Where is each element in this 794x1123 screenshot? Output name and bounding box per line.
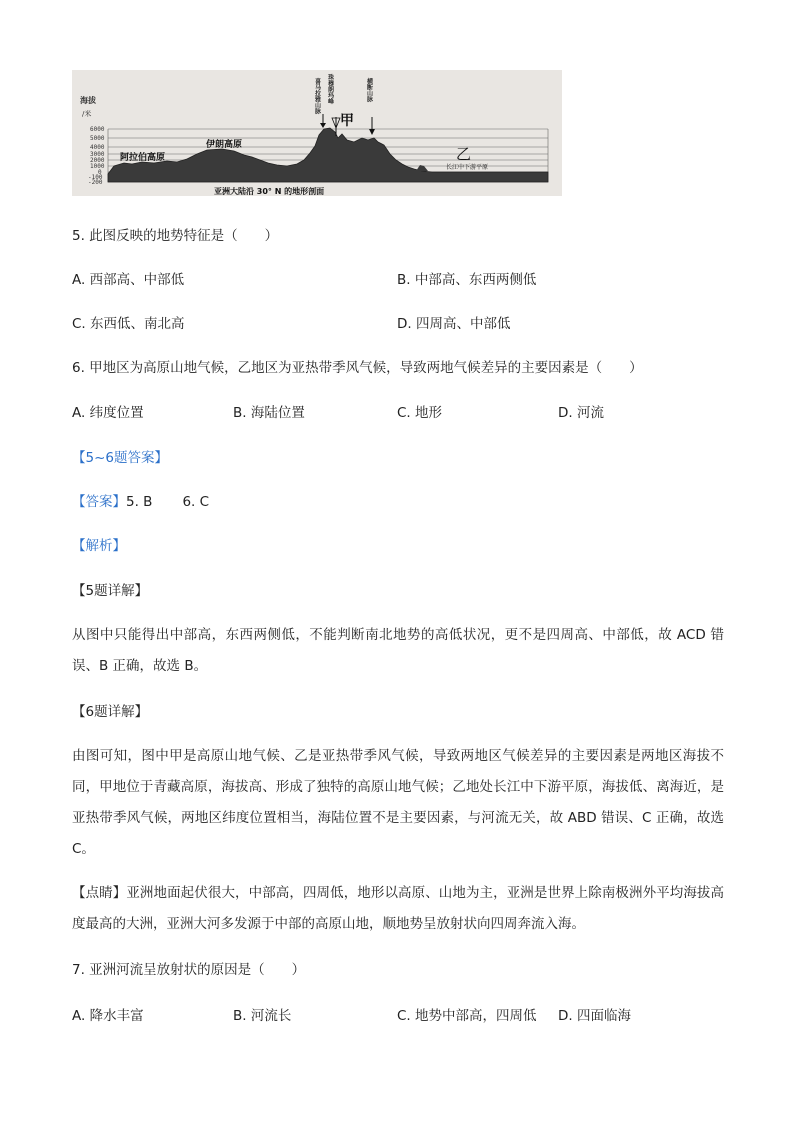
label-iranian-plateau: 伊朗高原 [206, 140, 243, 150]
q6-option-c: C. 地形 [397, 405, 443, 421]
label-everest: 珠穆朗玛峰 [326, 74, 334, 104]
detail-5-text: 从图中只能得出中部高，东西两侧低，不能判断南北地势的高低状况，更不是四周高、中部低，故 ACD 错误、B 正确，故选 B。 [72, 627, 724, 674]
terrain-profile-shape [108, 128, 548, 182]
q7-option-d: D. 四面临海 [558, 1008, 631, 1024]
answer-5: 5. B [126, 494, 153, 510]
figure-caption: 亚洲大陆沿 30° N 的地形剖面 [214, 187, 325, 196]
y-tick: 4000 [90, 144, 105, 151]
y-axis-title: 海拔 [80, 96, 96, 105]
q6-option-d: D. 河流 [558, 405, 604, 421]
q7-option-a: A. 降水丰富 [72, 1008, 144, 1024]
label-yi: 乙 [456, 145, 472, 163]
y-tick: -100 [88, 174, 103, 181]
terrain-profile-svg [72, 70, 562, 196]
answer-section-header: 【5~6题答案】 [72, 450, 168, 466]
q5-option-d: D. 四周高、中部低 [397, 316, 511, 332]
q5-option-b: B. 中部高、东西两侧低 [397, 272, 537, 288]
answer-tag: 【答案】 [72, 494, 126, 510]
label-yangtze-plain: 长江中下游平原 [446, 164, 489, 171]
label-himalaya: 喜马拉雅山脉 [313, 78, 321, 114]
y-tick: 0 [98, 169, 102, 176]
hengduan-arrow [369, 117, 375, 135]
tip-paragraph [72, 878, 724, 940]
y-tick: 3000 [90, 151, 105, 158]
label-jia: 甲 [340, 113, 354, 129]
himalaya-arrow [320, 114, 326, 128]
analysis-header: 【解析】 [72, 538, 126, 554]
q5-option-a: A. 西部高、中部低 [72, 272, 185, 288]
question-6-stem: 6. 甲地区为高原山地气候，乙地区为亚热带季风气候，导致两地气候差异的主要因素是（ ） [72, 360, 643, 376]
tip-text: 亚洲地面起伏很大，中部高，四周低，地形以高原、山地为主，亚洲是世界上除南极洲外平均海拔高度最高的大洲，亚洲大河多发源于中部的高原山地，顺地势呈放射状向四周奔流入海。 [72, 885, 725, 932]
y-axis-unit: /米 [82, 110, 92, 118]
q6-option-b: B. 海陆位置 [233, 405, 305, 421]
q7-option-c: C. 地势中部高，四周低 [397, 1008, 537, 1024]
detail-6-header: 【6题详解】 [72, 704, 149, 720]
answer-line [72, 492, 209, 512]
terrain-profile-figure [72, 70, 562, 196]
detail-5-header: 【5题详解】 [72, 583, 149, 599]
question-7-stem: 7. 亚洲河流呈放射状的原因是（ ） [72, 962, 306, 978]
y-tick: -200 [88, 179, 103, 186]
y-tick: 1000 [90, 163, 105, 170]
label-hengduan: 横断山脉 [365, 78, 373, 102]
y-tick: 6000 [90, 126, 105, 133]
y-tick: 5000 [90, 135, 105, 142]
label-arabian-plateau: 阿拉伯高原 [120, 153, 166, 163]
detail-6-text: 由图可知，图中甲是高原山地气候、乙是亚热带季风气候，导致两地区气候差异的主要因素是两地区海拔不同，甲地位于青藏高原，海拔高、形成了独特的高原山地气候；乙地处长江中下游平原，海拔低、离海近，是亚热带季风气候，两地区纬度位置相当，海陆位置不是主要因素，与河流无关，故 ABD 错误、C 正确，故选 C。 [72, 748, 724, 857]
y-tick: 2000 [90, 157, 105, 164]
q6-option-a: A. 纬度位置 [72, 405, 144, 421]
q7-option-b: B. 河流长 [233, 1008, 292, 1024]
answer-6: 6. C [182, 494, 210, 510]
question-5-stem: 5. 此图反映的地势特征是（ ） [72, 228, 279, 244]
tip-tag: 【点睛】 [72, 885, 127, 901]
q5-option-c: C. 东西低、南北高 [72, 316, 185, 332]
